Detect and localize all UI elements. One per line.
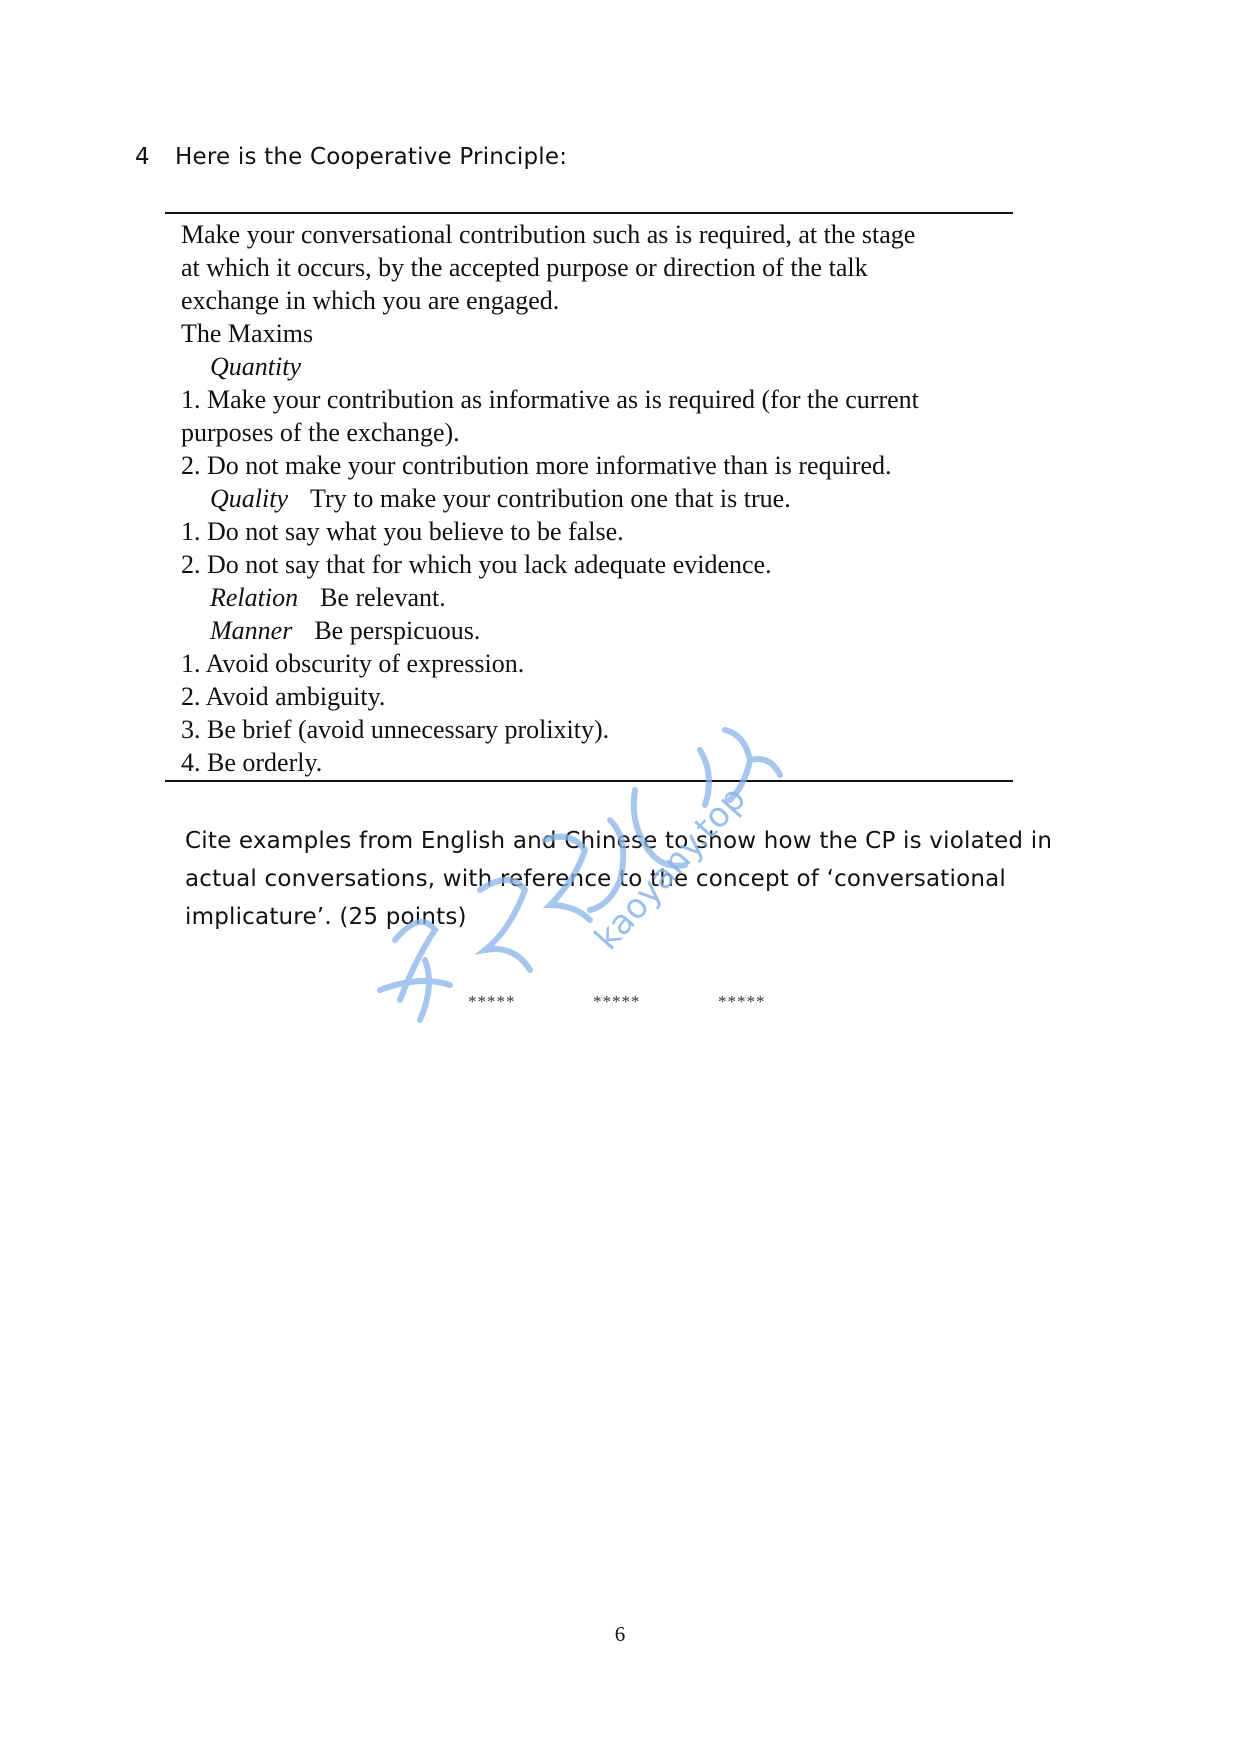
question-text: Here is the Cooperative Principle: (175, 144, 568, 170)
separator-stars: ***** (718, 992, 766, 1011)
maxim-quality-label: Quality (210, 484, 288, 513)
maxim-item: 3. Be brief (avoid unnecessary prolixity). (181, 715, 610, 744)
maxim-quality-row (210, 484, 791, 514)
maxim-relation-summary: Be relevant. (320, 583, 446, 612)
separator-stars: ***** (468, 992, 516, 1011)
maxim-item: 1. Make your contribution as informative as is required (for the current (181, 385, 919, 414)
maxim-manner-summary: Be perspicuous. (314, 616, 481, 645)
intro-line: Make your conversational contribution such as is required, at the stage (181, 220, 916, 249)
maxim-item: 2. Do not say that for which you lack adequate evidence. (181, 550, 772, 579)
question-heading (135, 144, 567, 170)
prompt-line: actual conversations, with reference to the concept of ‘conversational (185, 866, 1007, 892)
maxims-heading: The Maxims (181, 319, 314, 348)
cooperative-principle-box (165, 212, 1013, 782)
maxim-item: purposes of the exchange). (181, 418, 460, 447)
separator-stars: ***** (593, 992, 641, 1011)
prompt-line: Cite examples from English and Chinese to show how the CP is violated in (185, 828, 1053, 854)
maxim-relation-label: Relation (210, 583, 299, 612)
intro-line: at which it occurs, by the accepted purpose or direction of the talk (181, 253, 868, 282)
maxim-item: 2. Do not make your contribution more informative than is required. (181, 451, 892, 480)
maxim-quality-summary: Try to make your contribution one that is true. (310, 484, 791, 513)
maxim-item: 1. Avoid obscurity of expression. (181, 649, 525, 678)
maxim-manner-label: Manner (210, 616, 293, 645)
maxim-manner-row (210, 616, 480, 646)
maxim-item: 2. Avoid ambiguity. (181, 682, 386, 711)
question-prompt (185, 822, 1105, 936)
intro-line: exchange in which you are engaged. (181, 286, 560, 315)
watermark-text: kaoyany.top (586, 778, 754, 959)
prompt-line: implicature’. (25 points) (185, 904, 467, 930)
maxim-quantity-label: Quantity (210, 352, 301, 381)
maxim-item: 4. Be orderly. (181, 748, 323, 777)
page-number: 6 (614, 1622, 626, 1646)
maxim-item: 1. Do not say what you believe to be false. (181, 517, 624, 546)
question-number: 4 (135, 144, 150, 170)
maxim-relation-row (210, 583, 446, 613)
